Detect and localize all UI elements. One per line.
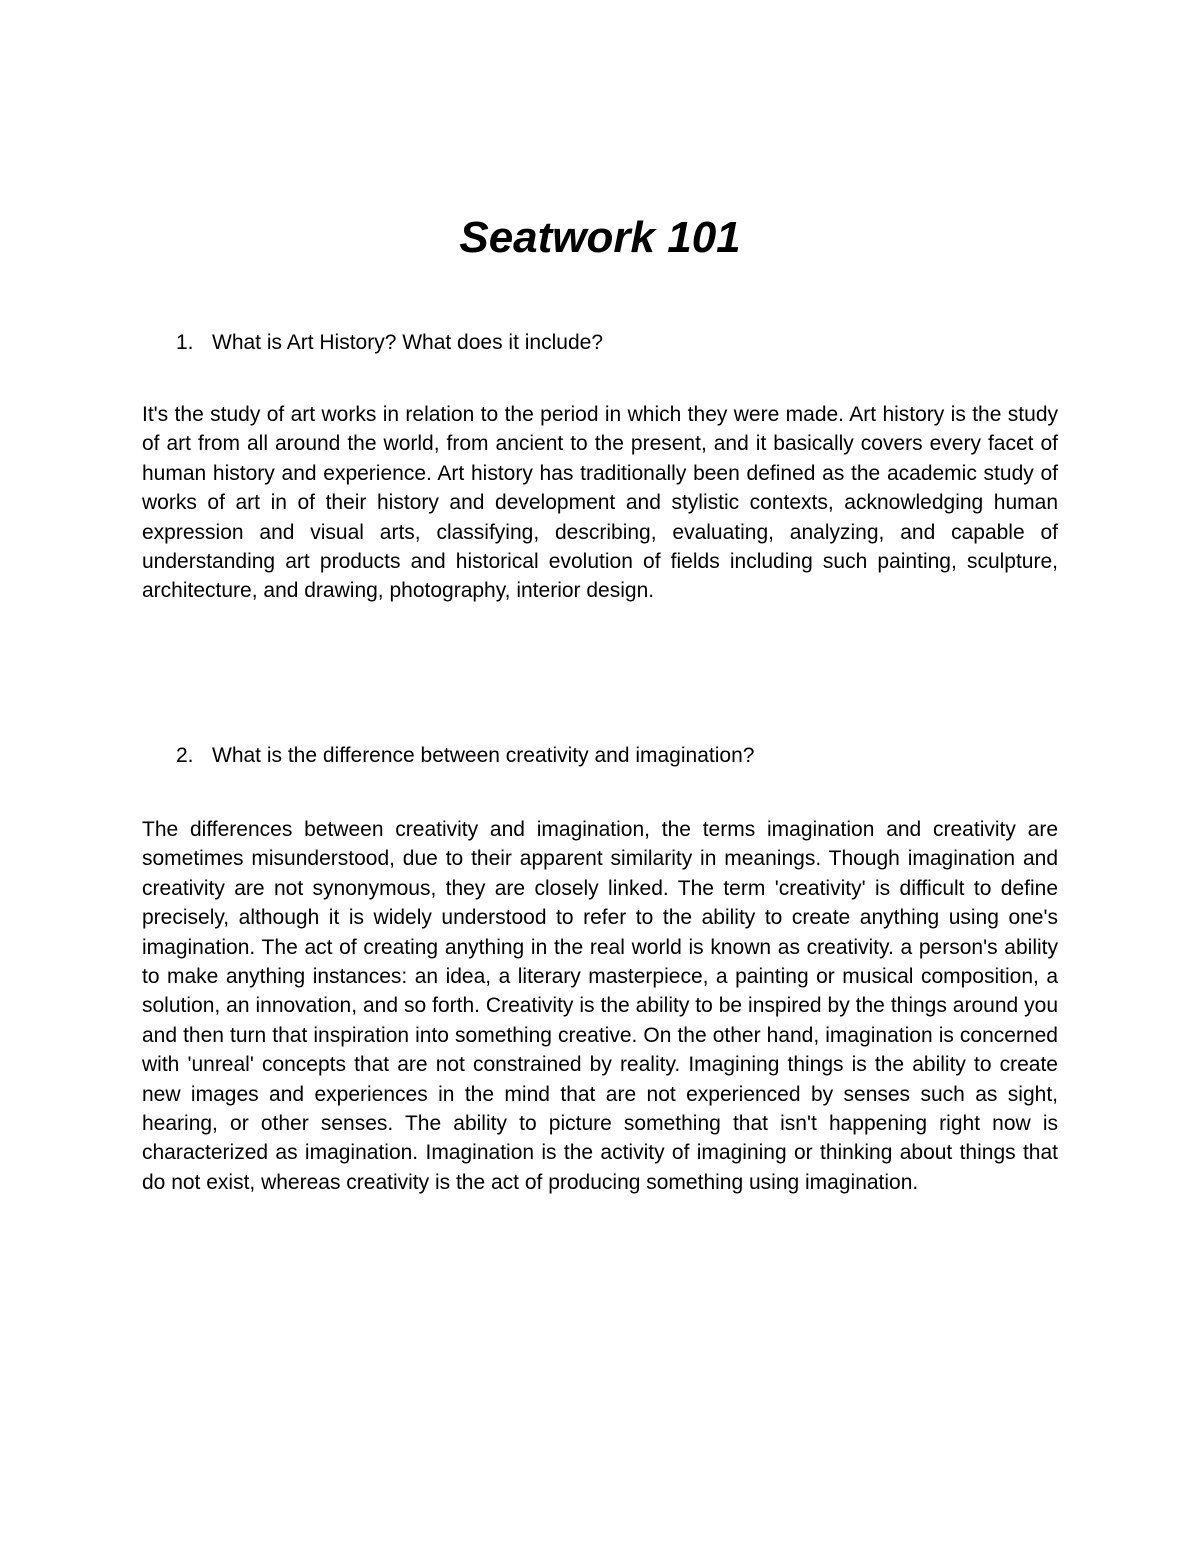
question-1-text: What is Art History? What does it include? [212,331,603,354]
question-2-number: 2. [176,744,194,767]
answer-1: It's the study of art works in relation to the period in which they were made. Art history is the study of art from all around the world, from ancient to the present, and it basically covers every facet of human history and experience. Art history has traditionally been defined as the academic study of works of art in of their history and development and stylistic contexts, acknowledging human expression and visual arts, classifying, describing, evaluating, analyzing, and capable of understanding art products and historical evolution of fields including such painting, sculpture, architecture, and drawing, photography, interior design. [142,403,1058,603]
question-2-text: What is the difference between creativity and imagination? [212,744,755,767]
question-1 [176,328,1076,357]
question-2 [176,741,1076,770]
question-1-number: 1. [176,331,194,354]
document-title: Seatwork 101 [459,213,741,262]
answer-2: The differences between creativity and imagination, the terms imagination and creativity are sometimes misunderstood, due to their apparent similarity in meanings. Though imagination and creativity are not synonymous, they are closely linked. The term 'creativity' is difficult to define precisely, although it is widely understood to refer to the ability to create anything using one's imagination. The act of creating anything in the real world is known as creativity. a person's ability to make anything instances: an idea, a literary masterpiece, a painting or musical composition, a solution, an innovation, and so forth. Creativity is the ability to be inspired by the things around you and then turn that inspiration into something creative. On the other hand, imagination is concerned with 'unreal' concepts that are not constrained by reality. Imagining things is the ability to create new images and experiences in the mind that are not experienced by senses such as sight, hearing, or other senses. The ability to picture something that isn't happening right now is characterized as imagination. Imagination is the activity of imagining or thinking about things that do not exist, whereas creativity is the act of producing something using imagination. [142,818,1058,1194]
